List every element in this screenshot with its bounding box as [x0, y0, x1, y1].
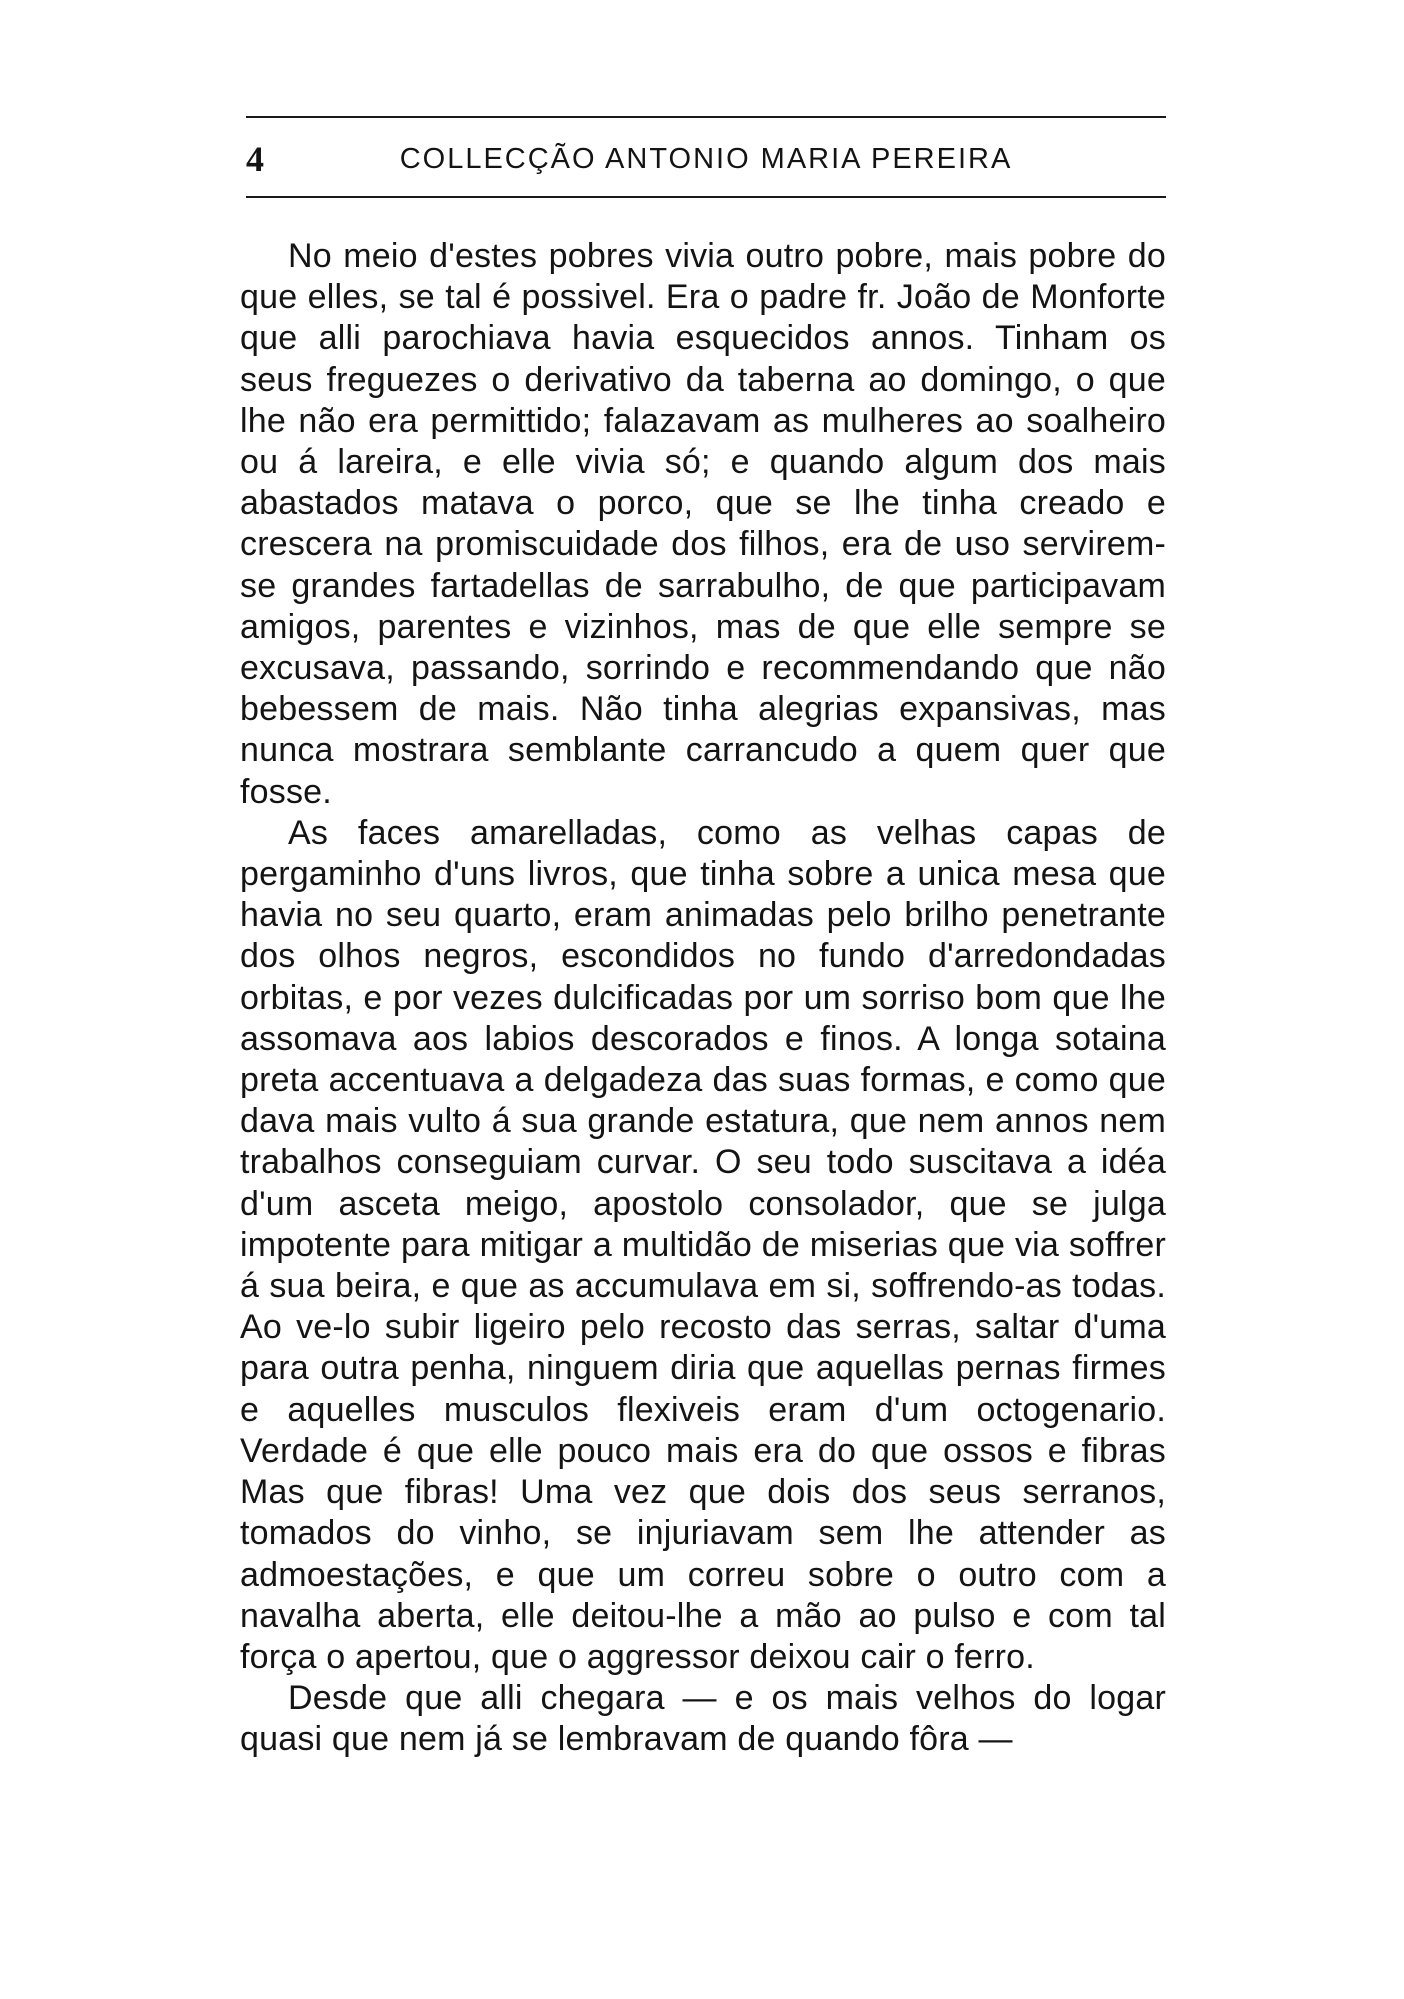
header-top-rule	[246, 116, 1166, 118]
paragraph-3: Desde que alli chegara — e os mais velhos do logar quasi que nem já se lembravam de quando fôra —	[240, 1679, 1166, 1759]
running-title: COLLECÇÃO ANTONIO MARIA PEREIRA	[399, 143, 1013, 175]
paragraph-1: No meio d'estes pobres vivia outro pobre, mais pobre do que elles, se tal é possivel. Era o padre fr. João de Monforte que alli parochiava havia esquecidos annos. Tinham os seus freguezes o derivativo da taberna ao domingo, o que lhe não era permittido; falazavam as mulheres ao soalheiro ou á lareira, e elle vivia só; e quando algum dos mais abastados matava o porco, que se lhe tinha creado e crescera na promiscuidade dos filhos, era de uso servirem-se grandes fartadellas de sarrabulho, de que participavam amigos, parentes e vizinhos, mas de que elle sempre se excusava, passando, sorrindo e recommendando que não bebessem de mais. Não tinha alegrias expansivas, mas nunca mostrara semblante carrancudo a quem quer que fosse.	[240, 237, 1166, 811]
header-bottom-rule	[246, 196, 1166, 198]
paragraph-2: As faces amarelladas, como as velhas capas de pergaminho d'uns livros, que tinha sobre a unica mesa que havia no seu quarto, eram animadas pelo brilho penetrante dos olhos negros, escondidos no fundo d'arredondadas orbitas, e por vezes dulcificadas por um sorriso bom que lhe assomava aos labios descorados e finos. A longa sotaina preta accentuava a delgadeza das suas formas, e como que dava mais vulto á sua grande estatura, que nem annos nem trabalhos conseguiam curvar. O seu todo suscitava a idéa d'um asceta meigo, apostolo consolador, que se julga impotente para mitigar a multidão de miserias que via soffrer á sua beira, e que as accumulava em si, soffrendo-as todas. Ao ve-lo subir ligeiro pelo recosto das serras, saltar d'uma para outra penha, ninguem diria que aquellas pernas firmes e aquelles musculos flexiveis eram d'um octogenario. Verdade é que elle pouco mais era do que ossos e fibras Mas que fibras! Uma vez que dois dos seus serranos, tomados do vinho, se injuriavam sem lhe attender as admoestações, e que um correu sobre o outro com a navalha aberta, elle deitou-lhe a mão ao pulso e com tal força o apertou, que o aggressor deixou cair o ferro.	[240, 813, 1166, 1676]
body-text	[240, 236, 1166, 1761]
page-number: 4	[246, 139, 264, 179]
page-header	[246, 134, 1166, 184]
